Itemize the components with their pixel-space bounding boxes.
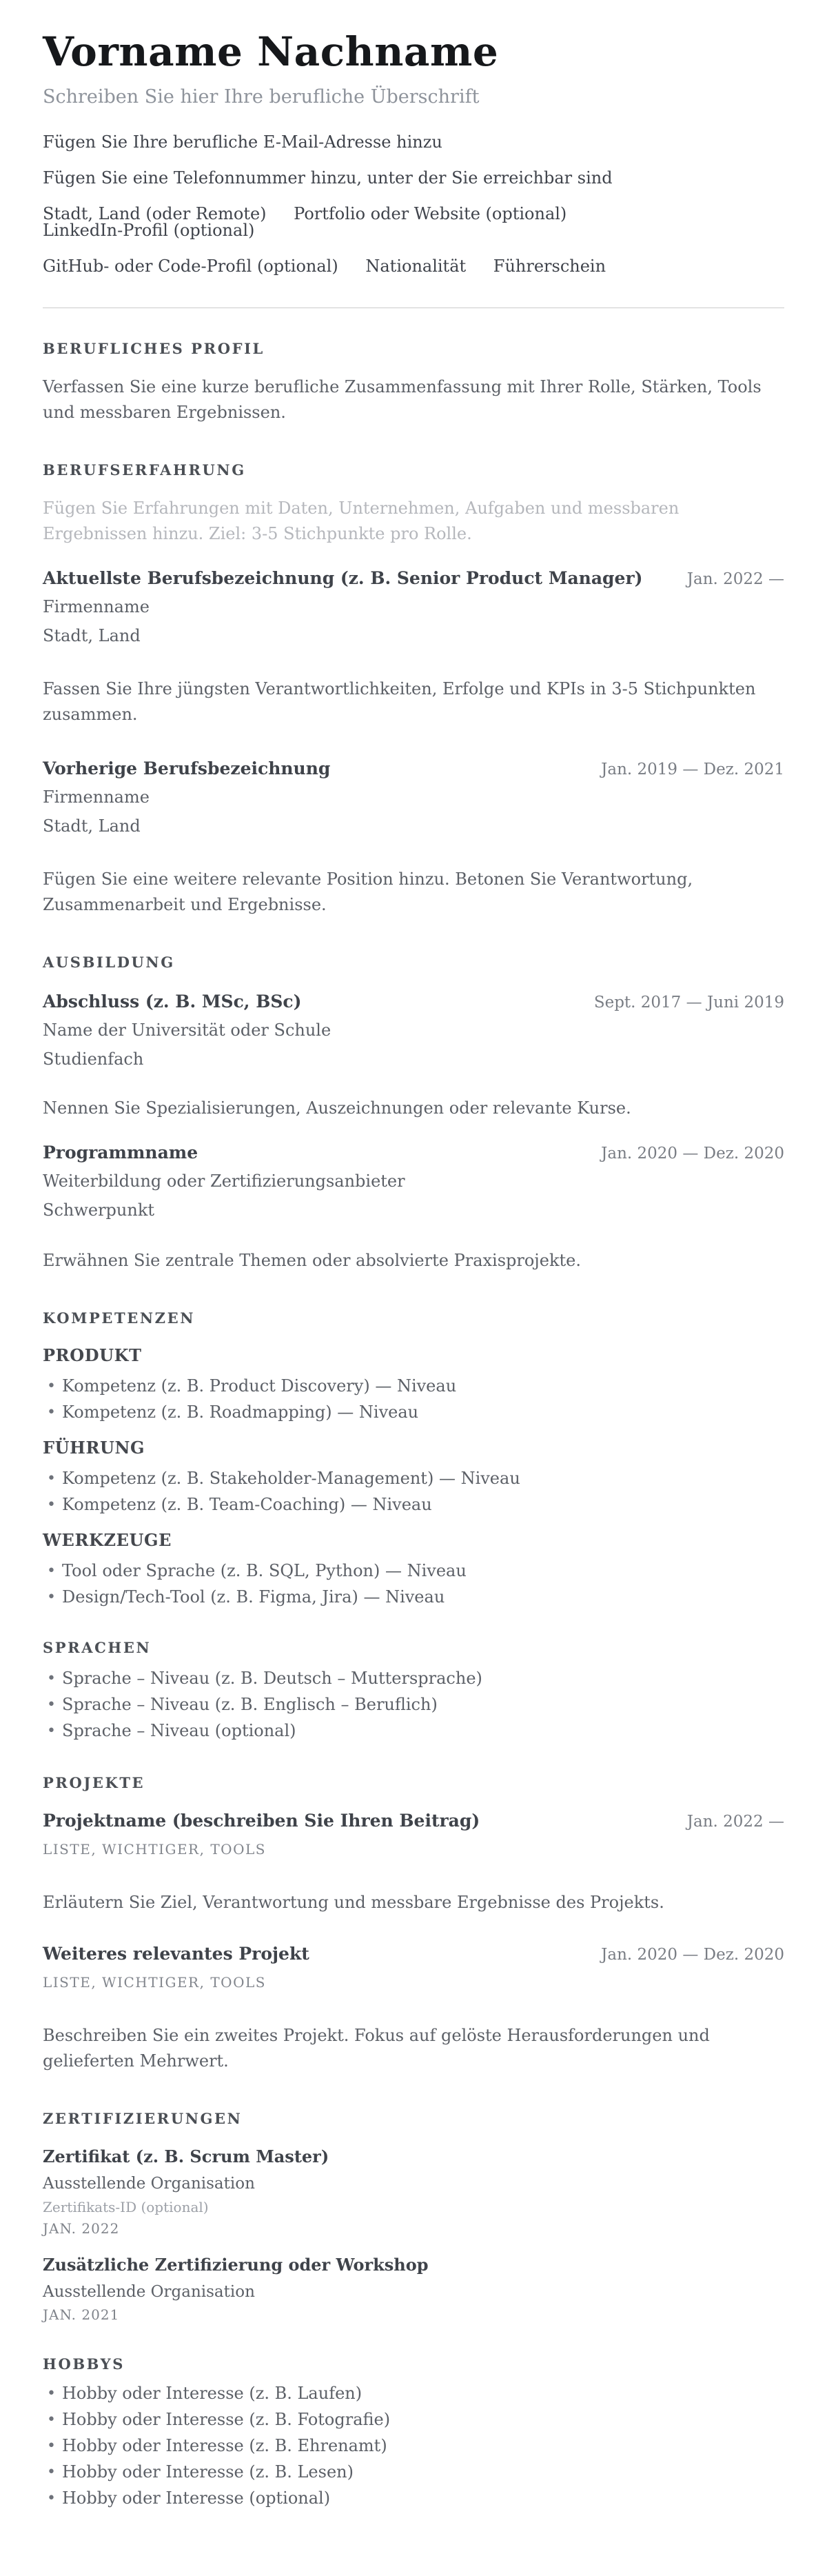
project-date-range: Jan. 2020 — Dez. 2020: [601, 1945, 784, 1964]
education-entry-head: [43, 1142, 784, 1164]
certification-date: JAN. 2021: [43, 2306, 120, 2323]
section-heading-profil: BERUFLICHES PROFIL: [43, 339, 265, 357]
education-entry-head: [43, 991, 784, 1013]
hobby-item: • Hobby oder Interesse (z. B. Ehrenamt): [43, 2437, 784, 2455]
certification-date: JAN. 2022: [43, 2220, 120, 2237]
language-item: • Sprache – Niveau (optional): [43, 1722, 784, 1740]
school-name: Name der Universität oder Schule: [43, 1020, 331, 1040]
project-entry-head: [43, 1943, 784, 1965]
page-title: Vorname Nachname: [43, 28, 499, 75]
certification-id: Zertifikats-ID (optional): [43, 2198, 209, 2215]
skill-list-fuehrung: [43, 1469, 784, 1513]
section-heading-hobbys: HOBBYS: [43, 2355, 125, 2373]
certification-title: Zusätzliche Zertifizierung oder Workshop: [43, 2254, 429, 2275]
linkedin-placeholder: LinkedIn-Profil (optional): [43, 220, 255, 240]
skill-item: • Kompetenz (z. B. Roadmapping) — Niveau: [43, 1403, 784, 1421]
project-description: Erläutern Sie Ziel, Verantwortung und messbare Ergebnisse des Projekts.: [43, 1892, 664, 1912]
project-tools-tags: LISTE, WICHTIGER, TOOLS: [43, 1973, 266, 1991]
education-entry: [43, 991, 784, 1121]
skill-item: • Tool oder Sprache (z. B. SQL, Python) — Niveau: [43, 1562, 784, 1580]
provider-name: Weiterbildung oder Zertifizierungsanbieter: [43, 1171, 405, 1191]
certification-entry: [43, 2146, 784, 2236]
education-description: Nennen Sie Spezialisierungen, Auszeichnungen oder relevante Kurse.: [43, 1098, 631, 1118]
focus-area: Schwerpunkt: [43, 1200, 155, 1220]
skill-item: • Kompetenz (z. B. Product Discovery) — Niveau: [43, 1377, 784, 1395]
project-entry-head: [43, 1810, 784, 1832]
certification-title: Zertifikat (z. B. Scrum Master): [43, 2146, 329, 2166]
language-item: • Sprache – Niveau (z. B. Deutsch – Muttersprache): [43, 1669, 784, 1687]
location-placeholder: Stadt, Land (oder Remote): [43, 203, 267, 223]
contact-block: [43, 134, 784, 274]
section-heading-sprachen: SPRACHEN: [43, 1638, 152, 1656]
project-entry: [43, 1810, 784, 1915]
education-date-range: Sept. 2017 — Juni 2019: [593, 993, 784, 1012]
job-entry: [43, 567, 784, 727]
education-date-range: Jan. 2020 — Dez. 2020: [601, 1144, 784, 1163]
nationality-placeholder: Nationalität: [365, 256, 467, 276]
hobby-item: • Hobby oder Interesse (optional): [43, 2489, 784, 2507]
hobby-item: • Hobby oder Interesse (z. B. Lesen): [43, 2463, 784, 2481]
hobby-list: [43, 2384, 784, 2507]
project-entry: [43, 1943, 784, 2074]
job-date-range: Jan. 2022 —: [686, 570, 784, 588]
program-title: Programmname: [43, 1142, 198, 1163]
education-entry: [43, 1142, 784, 1274]
skill-item: • Design/Tech-Tool (z. B. Figma, Jira) — Niveau: [43, 1588, 784, 1606]
contact-row-links-2: [43, 258, 784, 274]
job-entry-head: [43, 567, 784, 590]
github-placeholder: GitHub- oder Code-Profil (optional): [43, 256, 338, 276]
email-placeholder: Fügen Sie Ihre berufliche E-Mail-Adresse hinzu: [43, 132, 442, 152]
section-heading-ausbildung: AUSBILDUNG: [43, 953, 175, 971]
certification-org: Ausstellende Organisation: [43, 2174, 255, 2193]
resume-header: [43, 29, 784, 308]
hobby-item: • Hobby oder Interesse (z. B. Fotografie): [43, 2411, 784, 2428]
project-title: Weiteres relevantes Projekt: [43, 1943, 309, 1964]
section-berufserfahrung: [43, 461, 784, 918]
section-sprachen: [43, 1639, 784, 1740]
section-heading-kompetenzen: KOMPETENZEN: [43, 1309, 195, 1327]
project-title: Projektname (beschreiben Sie Ihren Beitrag): [43, 1810, 480, 1831]
degree-title: Abschluss (z. B. MSc, BSc): [43, 991, 302, 1012]
job-title: Aktuellste Berufsbezeichnung (z. B. Senior Product Manager): [43, 567, 643, 588]
project-tools-tags: LISTE, WICHTIGER, TOOLS: [43, 1840, 266, 1858]
job-date-range: Jan. 2019 — Dez. 2021: [601, 760, 784, 778]
certification-org: Ausstellende Organisation: [43, 2282, 255, 2301]
section-heading-erfahrung: BERUFSERFAHRUNG: [43, 461, 246, 479]
job-description: Fügen Sie eine weitere relevante Position hinzu. Betonen Sie Verantwortung, Zusammenarbeit und Ergebnisse.: [43, 869, 693, 914]
section-kompetenzen: [43, 1309, 784, 1606]
skill-list-produkt: [43, 1377, 784, 1421]
job-title: Vorherige Berufsbezeichnung: [43, 758, 331, 778]
erfahrung-placeholder-text: Fügen Sie Erfahrungen mit Daten, Unternehmen, Aufgaben und messbaren Ergebnissen hinzu. Ziel: 3-5 Stichpunkte pro Rolle.: [43, 498, 680, 543]
phone-placeholder: Fügen Sie eine Telefonnummer hinzu, unter der Sie erreichbar sind: [43, 168, 613, 188]
section-heading-projekte: PROJEKTE: [43, 1773, 145, 1791]
job-location: Stadt, Land: [43, 625, 141, 645]
contact-row-links-1: [43, 205, 784, 239]
section-heading-zertifizierungen: ZERTIFIZIERUNGEN: [43, 2109, 243, 2127]
hobby-item: • Hobby oder Interesse (z. B. Laufen): [43, 2384, 784, 2402]
field-of-study: Studienfach: [43, 1049, 144, 1069]
job-company: Firmenname: [43, 596, 150, 616]
job-description: Fassen Sie Ihre jüngsten Verantwortlichkeiten, Erfolge und KPIs in 3-5 Stichpunkten zusammen.: [43, 678, 756, 724]
job-entry: [43, 758, 784, 918]
job-location: Stadt, Land: [43, 816, 141, 836]
skill-item: • Kompetenz (z. B. Stakeholder-Management) — Niveau: [43, 1469, 784, 1487]
skill-group-title-produkt: PRODUKT: [43, 1345, 142, 1365]
section-hobbys: [43, 2355, 784, 2507]
skill-list-werkzeuge: [43, 1562, 784, 1606]
project-description: Beschreiben Sie ein zweites Projekt. Fokus auf gelöste Herausforderungen und gelieferten Mehrwert.: [43, 2025, 710, 2071]
section-projekte: [43, 1774, 784, 2074]
portfolio-placeholder: Portfolio oder Website (optional): [294, 203, 567, 223]
section-ausbildung: [43, 954, 784, 1274]
skill-group-title-werkzeuge: WERKZEUGE: [43, 1529, 172, 1550]
language-list: [43, 1669, 784, 1740]
professional-headline: Schreiben Sie hier Ihre berufliche Überschrift: [43, 85, 480, 108]
section-zertifizierungen: [43, 2110, 784, 2322]
education-description: Erwähnen Sie zentrale Themen oder absolvierte Praxisprojekte.: [43, 1250, 581, 1270]
job-entry-head: [43, 758, 784, 780]
skill-group-title-fuehrung: FÜHRUNG: [43, 1437, 145, 1458]
profil-summary-text: Verfassen Sie eine kurze berufliche Zusammenfassung mit Ihrer Rolle, Stärken, Tools und messbaren Ergebnissen.: [43, 376, 762, 422]
contact-row-email: [43, 134, 784, 150]
job-company: Firmenname: [43, 787, 150, 807]
drivers-license-placeholder: Führerschein: [493, 256, 606, 276]
section-berufliches-profil: [43, 340, 784, 425]
contact-row-phone: [43, 170, 784, 186]
project-date-range: Jan. 2022 —: [686, 1812, 784, 1831]
certification-entry: [43, 2254, 784, 2322]
language-item: • Sprache – Niveau (z. B. Englisch – Beruflich): [43, 1695, 784, 1713]
skill-item: • Kompetenz (z. B. Team-Coaching) — Niveau: [43, 1496, 784, 1513]
